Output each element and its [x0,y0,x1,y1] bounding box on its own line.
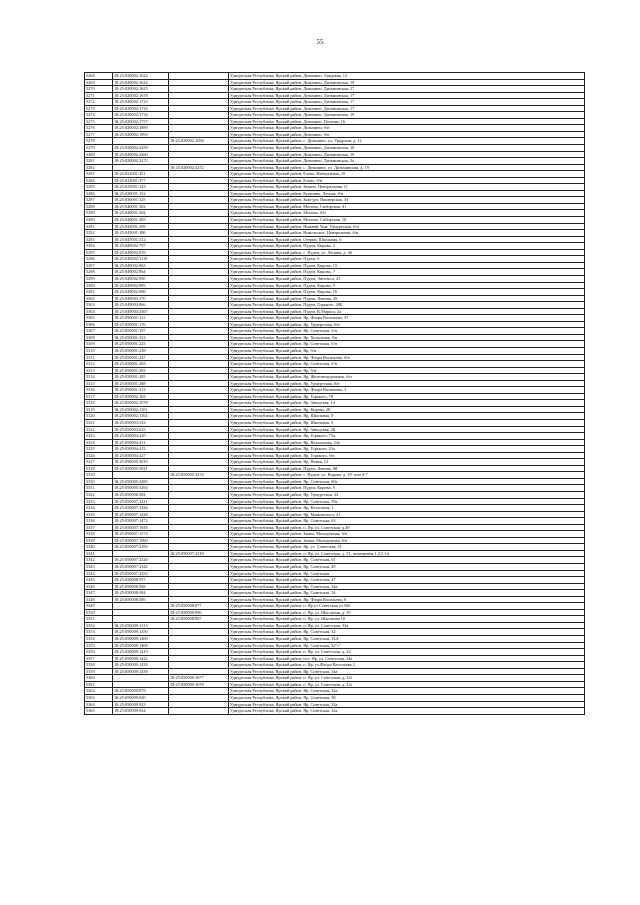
cadastral-number-cell: 18:25:050007:2320 [113,557,169,564]
address-cell: Удмуртская Республика, Ярский район, Нижний Уим, Удмуртская, б/н [229,223,585,230]
address-cell: Удмуртская Республика, Ярский район, Яр, Горького, 73а [229,433,585,440]
address-cell: Удмуртская Республика, Ярский район, Дизьмино, Дизьминская, 17 [229,86,585,93]
row-number-cell: 5331 [85,485,113,492]
building-number-cell: 18:25:050005:3274 [169,472,229,479]
cadastral-number-cell: 18:25:050002:1101 [113,406,169,413]
row-number-cell: 5287 [85,197,113,204]
row-number-cell: 5270 [85,86,113,93]
cadastral-number-cell: 18:25:049002:995 [113,282,169,289]
cadastral-number-cell: 18:25:049002:819 [113,249,169,256]
cadastral-number-cell: 18:25:050007:2352 [113,570,169,577]
cadastral-number-cell: 18:25:049002:864 [113,269,169,276]
address-cell: Удмуртская Республика, Ярский район, с. Дизьмино, ул. Дизьминская, д. 19 [229,164,585,171]
cadastral-number-cell: 18:25:050001:283 [113,367,169,374]
cadastral-number-cell: 18:25:050001:225 [113,341,169,348]
row-number-cell: 5335 [85,511,113,518]
row-number-cell: 5303 [85,302,113,309]
address-cell: Удмуртская Республика, Ярский район, Елово, Набережная, 10 [229,171,585,178]
cadastral-number-cell: 18:25:050009:923 [113,701,169,708]
cadastral-number-cell: 18:25:049003:370 [113,295,169,302]
address-cell: Удмуртская Республика, Ярский район, Яр, Горького, 23а [229,446,585,453]
row-number-cell: 5323 [85,433,113,440]
row-number-cell: 5337 [85,524,113,531]
cadastral-number-cell: 18:25:020002:2260 [113,151,169,158]
cadastral-number-cell: 18:25:050005:3293 [113,485,169,492]
row-number-cell: 5288 [85,203,113,210]
cadastral-number-cell: 18:25:049002:996 [113,289,169,296]
row-number-cell: 5344 [85,570,113,577]
cadastral-number-cell: 18:25:050009:924 [113,708,169,715]
address-cell: Удмуртская Республика, Ярский район, п. Яр, ул. Советская, д. 32 [229,649,585,656]
cadastral-number-cell: 18:25:050003:615 [113,426,169,433]
cadastral-number-cell: 18:25:040001:304 [113,210,169,217]
row-number-cell: 5269 [85,79,113,86]
address-cell: Удмуртская Республика, Ярский район, Яр, б/н [229,367,585,374]
row-number-cell: 5298 [85,269,113,276]
address-cell: Удмуртская Республика, Ярский район, Яр, Советская, 34а [229,583,585,590]
address-cell: Удмуртская Республика, Ярский район, Яр, Новая, 12 [229,459,585,466]
cadastral-number-cell: 18:25:050001:263 [113,361,169,368]
row-number-cell: 5280 [85,151,113,158]
address-cell: Удмуртская Республика, Ярский район, Зямка, Молодежная, б/н [229,537,585,544]
cadastral-number-cell: 18:25:050009:1439 [113,668,169,675]
address-cell: Удмуртская Республика, Ярский район, Яр, Школьная, 8 [229,413,585,420]
row-number-cell: 5268 [85,73,113,80]
row-number-cell: 5359 [85,668,113,675]
address-cell: Удмуртская Республика, Ярский район, Пудем, Кирова, 15 [229,262,585,269]
address-cell: Удмуртская Республика, Ярский район, Яр, Советская, 34А [229,636,585,643]
row-number-cell: 5350 [85,609,113,616]
cadastral-number-cell: 18:25:049002:863 [113,262,169,269]
row-number-cell: 5320 [85,413,113,420]
row-number-cell: 5297 [85,262,113,269]
address-cell: Удмуртская Республика, Ярский район, п. Яр, ул. Советская, 32а [229,622,585,629]
address-cell: Удмуртская Республика, Ярский район, Яр, Горького, б/н [229,452,585,459]
address-cell: Удмуртская Республика, Ярский район, Яр, Советская [229,570,585,577]
address-cell: Удмуртская Республика, Ярский район, Пудем, Горького, 49Б [229,302,585,309]
row-number-cell: 5304 [85,308,113,315]
address-cell: Удмуртская Республика, Ярский район, Пудем, 6 [229,256,585,263]
row-number-cell: 5296 [85,256,113,263]
address-cell: Удмуртская Республика, Ярский район, с. Пудем, ул. Кирова, д. 19, пом 4-7 [229,472,585,479]
row-number-cell: 5322 [85,426,113,433]
row-number-cell: 5302 [85,295,113,302]
row-number-cell: 5329 [85,472,113,479]
cadastral-number-cell: 18:25:050009:1419 [113,649,169,656]
cadastral-number-cell: 18:25:020002:1625 [113,86,169,93]
address-cell: Удмуртская Республика, Ярский район, Яр, Советская, 61 [229,557,585,564]
address-cell: Удмуртская Республика, Ярский район, Дизьмино, б/н [229,125,585,132]
row-number-cell: 5276 [85,125,113,132]
cadastral-number-cell: 18:25:020002:1757 [113,118,169,125]
address-cell: Удмуртская Республика, Ярский район, Яр, Советская, б/н [229,328,585,335]
address-cell: Удмуртская Республика, Ярский район, Кушнино, Лесная, б/н [229,190,585,197]
address-cell: Удмуртская Республика, Ярский район, Яр, Советская, 32а [229,708,585,715]
address-cell: Удмуртская Республика, Ярский район, Пудем, Ленина, 88 [229,465,585,472]
cadastral-number-cell: 18:25:050008:568 [113,583,169,590]
cadastral-number-cell: 18:25:050007:2342 [113,564,169,571]
address-cell: Удмуртская Республика, Ярский район, Яр, Советская, 47 [229,577,585,584]
address-cell: Удмуртская Республика, Ярский район, Яр, Вокзальная, 24а [229,439,585,446]
address-cell: Удмуртская Республика, Ярский район, Яр, Школьная, 6 [229,419,585,426]
row-number-cell: 5310 [85,347,113,354]
row-number-cell: 5321 [85,419,113,426]
registry-table [84,72,585,715]
address-cell: Удмуртская Республика, Ярский район, Пудем, Кирова, 9 [229,282,585,289]
address-cell: Удмуртская Республика, Ярский район, Дизьмино, Пальмы, 16 [229,118,585,125]
address-cell: Удмуртская Республика, Ярский район, Дизьмино, Дизьминская, 17 [229,105,585,112]
row-number-cell: 5317 [85,393,113,400]
row-number-cell: 5283 [85,171,113,178]
cadastral-number-cell: 18:25:050009:878 [113,688,169,695]
cadastral-number-cell: 18:25:049002:1118 [113,256,169,263]
row-number-cell: 5289 [85,210,113,217]
row-number-cell: 5313 [85,367,113,374]
address-cell: Удмуртская Республика, Ярский район, Яр, б/н [229,347,585,354]
row-number-cell: 5275 [85,118,113,125]
row-number-cell: 5284 [85,177,113,184]
cadastral-number-cell: 18:25:050001:288 [113,380,169,387]
row-number-cell: 5332 [85,492,113,499]
cadastral-number-cell: 18:25:050001:313 [113,387,169,394]
address-cell: Удмуртская Республика, Ярский район, Мосино, Сибирская, 10 [229,217,585,224]
cadastral-number-cell: 18:25:050009:920 [113,694,169,701]
row-number-cell: 5356 [85,649,113,656]
address-cell: Удмуртская Республика, Ярский район, Яр, Заводская, 2Б [229,426,585,433]
address-cell: Удмуртская Республика, Ярский район, Пудем, Кирова, 7 [229,269,585,276]
row-number-cell: 5330 [85,478,113,485]
address-cell: Удмуртская Республика, Ярский район, Яр, Флора Васильева, 37 [229,315,585,322]
address-cell: Удмуртская Республика, Ярский район, п. Яр, ул. Советская, д. 32г [229,681,585,688]
address-cell: Удмуртская Республика, Ярский район, Яр, Советская, 60а [229,478,585,485]
row-number-cell: 5279 [85,145,113,152]
cadastral-number-cell: 18:25:020002:1723 [113,99,169,106]
address-cell: Удмуртская Республика, Ярский район, Яр, Советская, 63 [229,518,585,525]
row-number-cell: 5318 [85,400,113,407]
row-number-cell: 5324 [85,439,113,446]
row-number-cell: 5341 [85,550,113,557]
address-cell: Удмуртская Республика, Ярский район, Пудем, Кирова, 2 [229,243,585,250]
address-cell: Удмуртская Республика, Ярский район, Яр, Заводская, 14 [229,400,585,407]
cadastral-number-cell: 18:25:049002:950 [113,275,169,282]
address-cell: Удмуртская Республика, Ярский район, Яр, Горького, 78 [229,393,585,400]
address-cell: Удмуртская Республика, Ярский район, п. Яр, ул. Школьная, д. 10 [229,609,585,616]
building-number-cell: 18:25:050007:2318 [169,550,229,557]
address-cell: Удмуртская Республика, Ярский район, Пудем, Энгельса, 25 [229,275,585,282]
row-number-cell: 5308 [85,334,113,341]
row-number-cell: 5292 [85,230,113,237]
cadastral-number-cell: 18:25:050001:238 [113,347,169,354]
address-cell: Удмуртская Республика, Ярский район, Дизьмино, Дизьминская, 17 [229,92,585,99]
cadastral-number-cell: 18:25:020002:1725 [113,105,169,112]
cadastral-number-cell: 18:25:050002:1102 [113,413,169,420]
cadastral-number-cell: 18:25:022001:451 [113,171,169,178]
row-number-cell: 5362 [85,688,113,695]
row-number-cell: 5348 [85,596,113,603]
address-cell: Удмуртская Республика, Ярский район, Яр, Советская, 32 [229,629,585,636]
address-cell: Удмуртская Республика, Ярский район, Яр, Холхозная, б/н [229,334,585,341]
address-cell: Удмуртская Республика, Ярский район, Яр, Удмуртская, б/н [229,321,585,328]
row-number-cell: 5271 [85,92,113,99]
cadastral-number-cell: 18:25:040001:302 [113,203,169,210]
address-cell: Удмуртская Республика, Ярский район, Яр, Маяковского, 21 [229,511,585,518]
address-cell: Удмуртская Республика, Ярский район, Яр, Советская, 34а [229,668,585,675]
row-number-cell: 5315 [85,380,113,387]
row-number-cell: 5311 [85,354,113,361]
cadastral-number-cell: 18:25:050007:1574 [113,531,169,538]
cadastral-number-cell: 18:25:050007:2295 [113,544,169,551]
row-number-cell: 5339 [85,537,113,544]
building-number-cell: 18:25:050008:877 [169,603,229,610]
address-cell: Удмуртская Республика, Ярский район, Яр, Железнодорожная, б/н [229,374,585,381]
address-cell: Удмуртская Республика, Ярский район, Дизьмино, Урядская, 12 [229,73,585,80]
cadastral-number-cell: 18:25:050006:584 [113,492,169,499]
cadastral-number-cell: 18:25:050007:1411 [113,498,169,505]
row-number-cell: 5340 [85,544,113,551]
row-number-cell: 5306 [85,321,113,328]
cadastral-number-cell: 18:25:050003:533 [113,419,169,426]
cadastral-number-cell: 18:25:022001:477 [113,177,169,184]
cadastral-number-cell: 18:25:050001:111 [113,315,169,322]
address-cell: Удмуртская Республика, Ярский район, Яр, Удмуртская, 24 [229,492,585,499]
address-cell: Удмуртская Республика, Ярский район, п. Яр, ул. Советская, д.49 [229,524,585,531]
address-cell: Удмуртская Республика, Ярский район, с. Пудем, ул. Ленина, д. 46 [229,249,585,256]
row-number-cell: 5326 [85,452,113,459]
address-cell: Удмуртская Республика, Ярский район, Зямка, Молодежная, б/н [229,531,585,538]
address-cell: Удмуртская Республика, Ярский район, п. Яр, ул. Советская, д. 51, помещения 1,3,5-14 [229,550,585,557]
row-number-cell: 5327 [85,459,113,466]
address-cell: Удмуртская Республика, Ярский район, Елово, б/н [229,177,585,184]
cadastral-number-cell: 18:25:050004:411 [113,439,169,446]
building-number-cell [169,708,229,715]
row-number-cell: 5351 [85,616,113,623]
cadastral-number-cell: 18:25:050009:1350 [113,629,169,636]
row-number-cell: 5295 [85,249,113,256]
row-number-cell: 5336 [85,518,113,525]
row-number-cell: 5349 [85,603,113,610]
address-cell: Удмуртская Республика, Ярский район, п. Яр, ул. Школьная 10 [229,616,585,623]
row-number-cell: 5301 [85,289,113,296]
row-number-cell: 5347 [85,590,113,597]
cadastral-number-cell: 18:25:050007:1472 [113,518,169,525]
address-cell: Удмуртская Республика, Ярский район, Дизьмино, Дизьминская, 19 [229,79,585,86]
cadastral-number-cell: 18:25:049004:3567 [113,308,169,315]
address-cell: Удмуртская Республика, Ярский район, п. Яр, ул. Советская, д. 32г [229,675,585,682]
row-number-cell: 5358 [85,662,113,669]
row-number-cell: 5274 [85,112,113,119]
cadastral-number-cell: 18:25:045001:186 [113,230,169,237]
cadastral-number-cell: 18:25:050004:427 [113,452,169,459]
address-cell: Удмуртская Республика, Ярский район, Яр, Флора Васильева, 3 [229,387,585,394]
row-number-cell: 5361 [85,681,113,688]
building-number-cell: 18:25:050008:896 [169,609,229,616]
cadastral-number-cell: 18:25:050009:1433 [113,662,169,669]
row-number-cell: 5300 [85,282,113,289]
cadastral-number-cell: 18:25:043001:209 [113,223,169,230]
cadastral-number-cell: 18:25:049002:797 [113,243,169,250]
building-number-cell: 18:25:020002:2272 [169,164,229,171]
building-number-cell: 18:25:050009:1677 [169,675,229,682]
cadastral-number-cell: 18:25:025001:143 [113,184,169,191]
address-cell: Удмуртская Республика, Ярский район, пос. Яр, ул. Советская, 24а [229,655,585,662]
cadastral-number-cell: 18:25:020002:1889 [113,125,169,132]
row-number-cell: 5328 [85,465,113,472]
row-number-cell: 5305 [85,315,113,322]
building-number-cell: 18:25:020002:2094 [169,138,229,145]
cadastral-number-cell: 18:25:036001:325 [113,197,169,204]
cadastral-number-cell: 18:25:020002:2272 [113,158,169,165]
cadastral-number-cell: 18:25:050007:1935 [113,524,169,531]
cadastral-number-cell: 18:25:050009:1408 [113,642,169,649]
row-number-cell: 5273 [85,105,113,112]
row-number-cell: 5364 [85,701,113,708]
row-number-cell: 5357 [85,655,113,662]
address-cell: Удмуртская Республика, Ярский район, Пудем, Ленина, 49 [229,295,585,302]
address-cell: Удмуртская Республика, Ярский район, Яр, Советская, б/н [229,361,585,368]
cadastral-number-cell: 18:25:050001:223 [113,334,169,341]
row-number-cell: 5277 [85,131,113,138]
row-number-cell: 5312 [85,361,113,368]
row-number-cell: 5281 [85,158,113,165]
row-number-cell: 5278 [85,138,113,145]
row-number-cell: 5354 [85,636,113,643]
address-cell: Удмуртская Республика, Ярский район, Яр, Советская, 32"г" [229,642,585,649]
row-number-cell: 5282 [85,164,113,171]
cadastral-number-cell: 18:25:050005:3021 [113,465,169,472]
address-cell: Удмуртская Республика, Ярский район, Пудем, Кирова, 10 [229,289,585,296]
cadastral-number-cell: 18:25:050007:1428 [113,511,169,518]
address-cell: Удмуртская Республика, Ярский район, Зязино, Центральная, 11 [229,184,585,191]
row-number-cell: 5333 [85,498,113,505]
cadastral-number-cell: 18:25:050007:1426 [113,505,169,512]
row-number-cell: 5316 [85,387,113,394]
row-number-cell: 5299 [85,275,113,282]
address-cell: Удмуртская Республика, Ярский район, п. Яр ул Советская ул.50б [229,603,585,610]
row-number-cell: 5325 [85,446,113,453]
address-cell: Удмуртская Республика, Ярский район, п. Яр, ул.Флора Васильева,3 [229,662,585,669]
address-cell: Удмуртская Республика, Ярский район, с. Дизьмино, ул. Урядская, д. 12 [229,138,585,145]
table-row [85,708,585,715]
row-number-cell: 5319 [85,406,113,413]
row-number-cell: 5342 [85,557,113,564]
address-cell: Удмуртская Республика, Ярский район, Яр, Колхозная, 1 [229,505,585,512]
cadastral-number-cell: 18:25:050008:557 [113,577,169,584]
cadastral-number-cell: 18:25:050008:584 [113,590,169,597]
cadastral-number-cell: 18:25:020002:1624 [113,79,169,86]
page-number: 55 [316,38,324,46]
address-cell: Удмуртская Республика, Ярский район, Дизьмино, Дизьминская, 19 [229,151,585,158]
address-cell: Удмуртская Республика, Ярский район, Пудем, Кирова, 9 [229,485,585,492]
row-number-cell: 5286 [85,190,113,197]
row-number-cell: 5363 [85,694,113,701]
address-cell: Удмуртская Республика, Ярский район, Яр, Советская, 59а [229,498,585,505]
address-cell: Удмуртская Республика, Ярский район, Дизьмино, Дизьминская, 17 [229,99,585,106]
address-cell: Удмуртская Республика, Ярский район, Мосино, Сибирская, 41 [229,203,585,210]
address-cell: Удмуртская Республика, Ярский район, Яр, Советская, 38 [229,694,585,701]
row-number-cell: 5272 [85,99,113,106]
cadastral-number-cell: 18:25:020002:1732 [113,112,169,119]
address-cell: Удмуртская Республика, Ярский район, Яр, Советская, б/н [229,341,585,348]
row-number-cell: 5294 [85,243,113,250]
cadastral-number-cell: 18:25:040001:305 [113,217,169,224]
row-number-cell: 5293 [85,236,113,243]
cadastral-number-cell: 18:25:020002:1893 [113,131,169,138]
cadastral-number-cell: 18:25:050005:3285 [113,478,169,485]
row-number-cell: 5352 [85,622,113,629]
address-cell: Удмуртская Республика, Ярский район, Яр, Флора Васильева, б/н [229,354,585,361]
row-number-cell: 5290 [85,217,113,224]
address-cell: Удмуртская Республика, Ярский район, Пудем, К.Маркса, 2а [229,308,585,315]
cadastral-number-cell: 18:25:050005:3019 [113,459,169,466]
row-number-cell: 5291 [85,223,113,230]
cadastral-number-cell: 18:25:020002:1622 [113,73,169,80]
row-number-cell: 5360 [85,675,113,682]
cadastral-number-cell: 18:25:050009:1400 [113,636,169,643]
row-number-cell: 5355 [85,642,113,649]
address-cell: Удмуртская Республика, Ярский район, Озерки, Школьная, 6 [229,236,585,243]
row-number-cell: 5346 [85,583,113,590]
row-number-cell: 5365 [85,708,113,715]
address-cell: Удмуртская Республика, Ярский район, Дизьмино, б/н [229,131,585,138]
cadastral-number-cell: 18:25:028001:152 [113,190,169,197]
cadastral-number-cell: 18:25:050008:589 [113,596,169,603]
address-cell: Удмуртская Республика, Ярский район, Мосино, б/н [229,210,585,217]
cadastral-number-cell: 18:25:050001:197 [113,328,169,335]
row-number-cell: 5307 [85,328,113,335]
cadastral-number-cell: 18:25:050001:285 [113,374,169,381]
address-cell: Удмуртская Республика, Ярский район, Яр, Флора Васильева, 8 [229,596,585,603]
address-cell: Удмуртская Республика, Ярский район, Яр, Кирова, 2Б [229,406,585,413]
row-number-cell: 5314 [85,374,113,381]
address-cell: Удмуртская Республика, Ярский район, Никольское, Центральная, б/н [229,230,585,237]
cadastral-number-cell: 18:25:050002:163 [113,393,169,400]
address-cell: Удмуртская Республика, Ярский район, Зяжгурт, Пионерская, 34 [229,197,585,204]
registry-table-body [85,73,585,715]
cadastral-number-cell: 18:25:050001:176 [113,321,169,328]
address-cell: Удмуртская Республика, Ярский район, Яр, Удмуртская, б/н [229,380,585,387]
row-number-cell: 5338 [85,531,113,538]
row-number-cell: 5353 [85,629,113,636]
cadastral-number-cell: 18:25:050001:247 [113,354,169,361]
cadastral-number-cell: 18:25:049003:866 [113,302,169,309]
address-cell: Удмуртская Республика, Ярский район, Дизьмино, Дизьминская, 19 [229,112,585,119]
building-number-cell: 18:25:050009:1678 [169,681,229,688]
address-cell: Удмуртская Республика, Ярский район, Дизьмино, Дизьминская, 19 [229,145,585,152]
address-cell: Удмуртская Республика, Ярский район, Яр, ул. Советская, 51 [229,544,585,551]
cadastral-number-cell: 18:25:020002:1678 [113,92,169,99]
cadastral-number-cell: 18:25:050004:415 [113,446,169,453]
address-cell: Удмуртская Республика, Ярский район, Яр, Советская, 34 [229,590,585,597]
cadastral-number-cell: 18:25:050009:1313 [113,622,169,629]
row-number-cell: 5309 [85,341,113,348]
address-cell: Удмуртская Республика, Ярский район, Яр, Советская, 32а [229,688,585,695]
row-number-cell: 5334 [85,505,113,512]
row-number-cell: 5345 [85,577,113,584]
cadastral-number-cell: 18:25:050009:1422 [113,655,169,662]
row-number-cell: 5343 [85,564,113,571]
cadastral-number-cell: 18:25:050004:410 [113,433,169,440]
address-cell: Удмуртская Республика, Ярский район, Яр, Советская, 32а [229,701,585,708]
cadastral-number-cell: 18:25:050007:1960 [113,537,169,544]
cadastral-number-cell: 18:25:047001:512 [113,236,169,243]
address-cell: Удмуртская Республика, Ярский район, Яр, Советская, 49 [229,564,585,571]
row-number-cell: 5285 [85,184,113,191]
building-number-cell: 18:25:050008:897 [169,616,229,623]
cadastral-number-cell: 18:25:020002:2259 [113,145,169,152]
cadastral-number-cell: 18:25:050002:1078 [113,400,169,407]
address-cell: Удмуртская Республика, Ярский район, Дизьмино, Дизьминская, 2а [229,158,585,165]
